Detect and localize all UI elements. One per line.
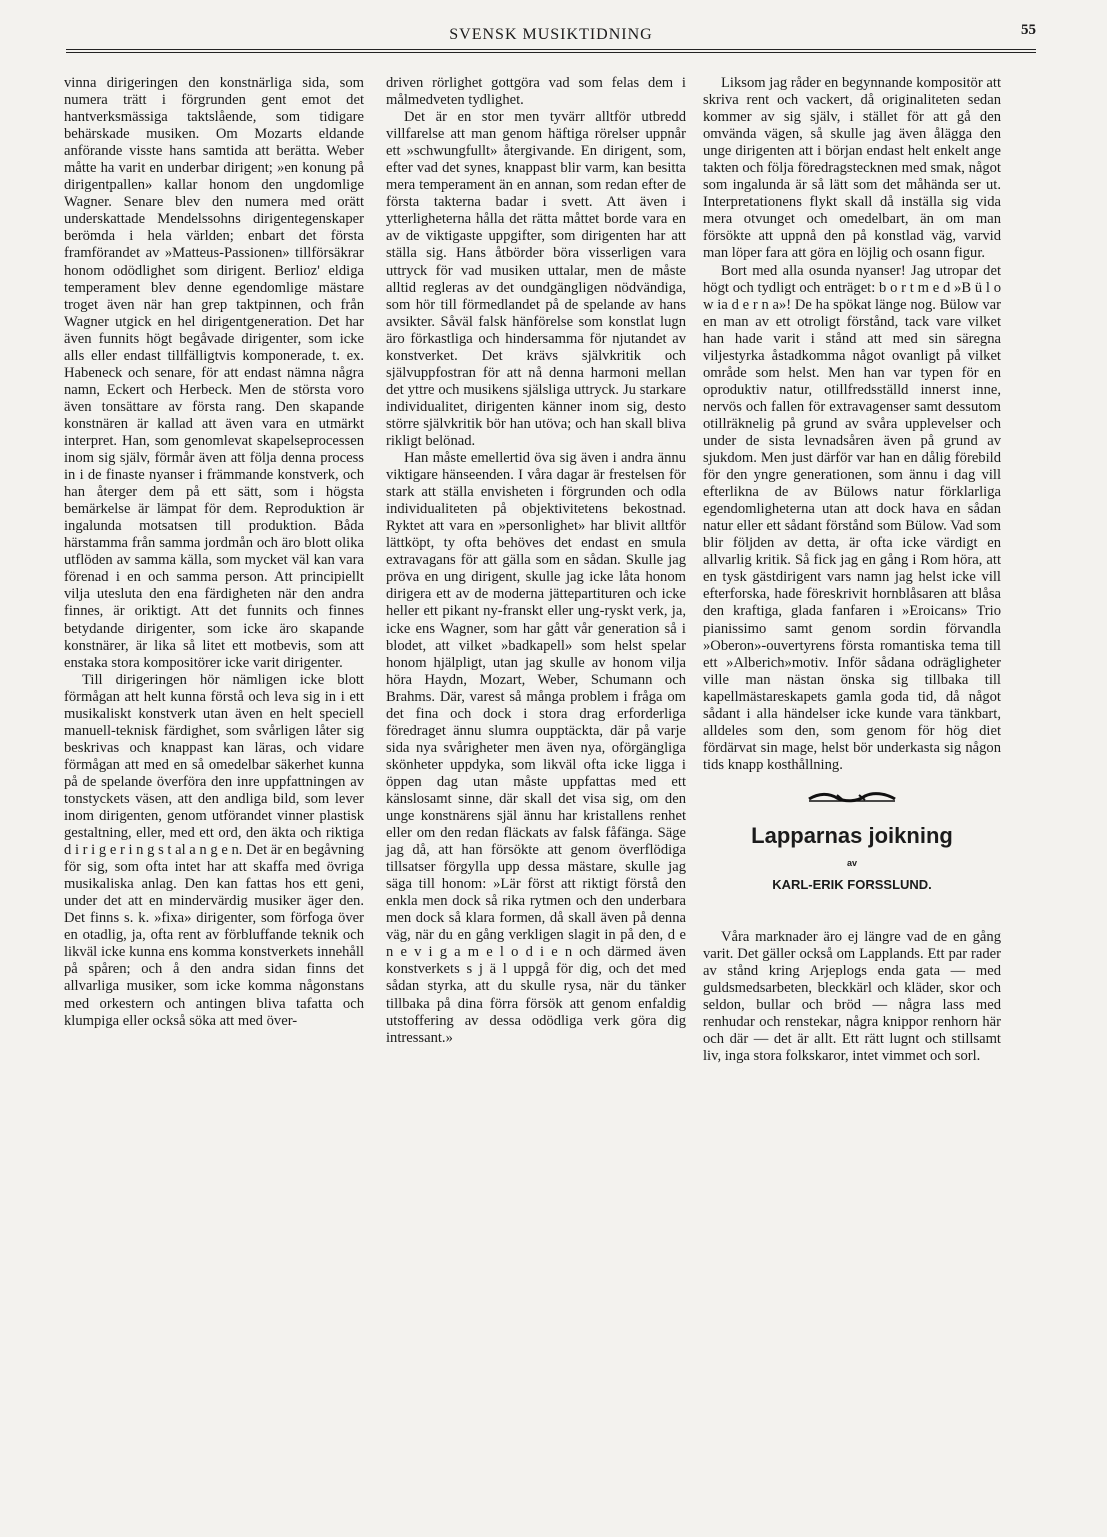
paragraph: Till dirigeringen hör nämligen icke blott förmågan att helt kunna förstå och leva sig in i ett musikaliskt konstverk utan även en helt speciell manuell-teknisk färdighet, som svårligen låter sig beskrivas och knappast kan läras, och vidare förmågan att med en så omedelbar säkerhet kunna på de spelande överföra den inre uppfattningen av tonstyckets väsen, att den andliga bild, som lever inom dirigenten, genom utförandet vinner plastisk gestaltning, eller, med ett ord, den äkta och riktiga d i r i g e r i n g s t al a n g e n. Det är en begåvning för sig, som ofta intet har att skaffa med övriga musikaliska anlag. Den kan fattas hos ett geni, under det att en mindervärdig musiker äger den. Det finns s. k. »fixa» dirigenter, som förfoga över en otadlig, ja, ofta rent av förbluffande teknik och likväl icke kunna ens komma konstverkets innehåll på spåren; och å den andra sidan finns det allvarliga musiker, som icke komma någonstans med orkestern och antingen bliva tafatta och klumpiga eller också söka att med över- bbox=[64, 671, 364, 1029]
article-title: Lapparnas joikning bbox=[751, 822, 953, 848]
article-byline-by: av bbox=[846, 857, 857, 868]
paragraph: Han måste emellertid öva sig även i andra ännu viktigare hänseenden. I våra dagar är frestelsen för stark att ställa envisheten i förgrunden och odla individualiteten på objektivitetens bekostnad. Ryktet att vara en »personlighet» har blivit alltför lättköpt, ty ofta behöves det endast en smula extravagans för att gälla som en sådan. Skulle jag pröva en ung dirigent, skulle jag icke låta honom dirigera ett av de moderna jättepartituren och icke heller ett pikant ny-franskt eller ung-ryskt verk, ja, icke ens Wagner, som har gått vår generation så i blodet, att vilket »badkapell» som helst spelar honom hjälpligt, utan jag skulle av honom vilja höra Haydn, Mozart, Weber, Schumann och Brahms. Där, varest så många problem i fråga om det fina och dock i stora drag erforderliga föredraget ännu slumra oupptäckta, där på varje sida nya svårigheter men även nya, oförgängliga skönheter uppdyka, som likväl ofta icke ligga i öppen dag utan måste uppfattas med ett känslosamt sinne, där skall det visa sig, om den unge konstnärens själ ännu har kristallens renhet eller om den redan fläckats av falsk fåfänga. Säge jag då, att han försökte att genom överflödiga tillsatser förgylla upp dessa mästare, skulle jag säga till honom: »Lär först att riktigt förstå den enkla men dock så rika rytmen och den underbara men dock så klara formen, då skall även på denna väg, när du en gång verkligen slagit in på den, d e n e v i g a m e l o d i e n och därmed även konstverkets s j ä l uppgå för dig, och det med sådan styrka, att du skulle rysa, när du tänker tillbaka på dina förra försök att genom enfaldig utstoffering av dessa odödliga verk göra dig intressant.» bbox=[386, 450, 686, 1046]
journal-title: SVENSK MUSIKTIDNING bbox=[449, 26, 653, 43]
paragraph: driven rörlighet gottgöra vad som felas dem i målmedveten tydlighet. bbox=[386, 75, 686, 109]
page-number: 55 bbox=[1021, 22, 1036, 38]
header-rule bbox=[66, 49, 1036, 53]
paragraph: Våra marknader äro ej längre vad de en gång varit. Det gäller också om Lapplands. Ett par rader av stånd kring Arjeplogs enda gata — med guldsmedsarbeten, bleckkärl och kläder, skor och seldon, bullar och bröd — några lass med renhudar och renstekar, några knippor renhorn här och där — det är allt. Ett rätt lugnt och stillsamt liv, inga stora folkskaror, intet vimmet och sorl. bbox=[703, 928, 1001, 1065]
text-column-1 bbox=[64, 75, 364, 1030]
text-column-3 bbox=[703, 75, 1001, 1065]
paragraph: Bort med alla osunda nyanser! Jag utropar det högt och tydligt och enträget: b o r t m e d »B ü l o w ia d e r n a»! De ha spökat länge nog. Bülow var en man av ett otroligt förstånd, tack vare vilket han hade varit i stånd att med sin säregna viljestyrka åstadkomma något ovanligt på vilket område som helst. Men han var typen för en oproduktiv natur, otillfredsställd innerst inne, nervös och fallen för extravagenser samt dessutom otillräknelig på grund av svåra upplevelser och under de sista levnadsåren även på grund av sjukdom. Men just därför var han en dålig förebild för den yngre generationen, som ännu i dag vill efterlikna de av Bülows natur förklarliga egendomligheterna utan att dock hava en sådan natur eller ett sådant förstånd som Bülow. Vad som blir följden av detta, är ofta icke värdigt en allvarlig kritik. Så fick jag en gång i Rom höra, att en tysk gästdirigent vars namn jag helst icke vill efterforska, hade föreskrivit hornblåsaren att blåsa den kraftiga, glada fanfaren i »Eroicans» Trio pianissimo samt genom sordin förvandla »Oberon»-ouvertyrens första romantiska tema till ett »Alberich»motiv. Inför sådana odrägligheter ville man nästan önska sig tillbaka till kapellmästareskapets gamla goda tid, då något sådant i alla händelser icke kunde vara tänkbart, alldeles som den, som genom för hög diet fördärvat sin mage, helst bör underkasta sig någon tids knapp kosthållning. bbox=[703, 262, 1001, 773]
paragraph: Liksom jag råder en begynnande kompositör att skriva rent och vackert, då originaliteten sedan kommer av sig själv, i stället för att gå den omvända vägen, så skulle jag även ålägga den unge dirigenten att i början endast helt enkelt ange takten och följa föredragstecknen med smak, något som ingalunda är så lätt som det måhända ser ut. Interpretationens flykt skall då inställa sig vida mera otvunget och omedelbart, än om man försökte att uppnå den på konstlad väg, varvid man löper fara att göra en löjlig och osann figur. bbox=[703, 75, 1001, 262]
paragraph: vinna dirigeringen den konstnärliga sida, som numera trätt i förgrunden gent emot det hantverksmässiga taktslående, som tidigare behärskade musiken. Om Mozarts eldande anförande visste hans samtida att berätta. Weber måtte ha varit en underbar dirigent; »en konung på dirigentpallen» kallar honom den ungdomlige Wagner. Senare blev den numera med orätt underskattade Mendelssohns dirigentegenskaper berömda i hela världen; enbart det första framförandet av »Matteus-Passionen» tillförsäkrar honom odödlighet som dirigent. Berlioz' eldiga temperament blev denne egendomlige mästare troget även när han grep taktpinnen, och från Wagner utgick en hel dirigentgeneration. Det har även funnits högt begåvade dirigenter, som icke alls eller endast tillfälligtvis komponerade, t. ex. Habeneck och senare, för att endast nämna några namn, Eckert och Herbeck. Men de största voro även tonsättare av första rang. Den skapande konstnären är kallad att även vara en utmärkt interpret. Han, som genomlevat skapelseprocessen inom sig själv, förmår även att följa denna process in i de finaste nyanser i främmande konstverk, och han återger dem på ett sätt, som i högsta bemärkelse är lämpat för dem. Reproduktion är ingalunda motsatsen till produktion. Båda härstamma från samma jordmån och äro blott olika utflöden av samma källa, som mycket väl kan vara förenad i en och samma person. Att principiellt vilja utesluta den ena färdigheten när den andra finnes, är oriktigt. Att det funnits och finnes betydande dirigenter, som icke äro skapande konstnärer, är lika så litet ett motbevis, som att enstaka stora kompositörer icke varit dirigenter. bbox=[64, 75, 364, 671]
section-divider-ornament bbox=[807, 791, 897, 803]
paragraph: Det är en stor men tyvärr alltför utbredd villfarelse att man genom häftiga rörelser uppnår ett »schwungfullt» återgivande. En dirigent, som, efter vad det synes, knappast blir varm, kan besitta mera temperament än en annan, som redan efter de första takterna badar i svett. Att även i ytterligheterna hålla det rätta måttet borde vara en av de viktigaste uppgifter, som dirigenten har att ställa sig. Hans åtbörder böra visserligen vara uttryck för vad musiken uttalar, men de måste alltid regleras av det oundgängligen nödvändiga, som hör till förmedlandet på de spelande av hans avsikter. Såväl falsk hänförelse som konstlat lugn äro förkastliga och hindersamma för njutandet av konstverket. Det krävs självkritik och självuppfostran för att nå denna harmoni mellan det yttre och musikens själsliga uttryck. Ju starkare individualitet, dirigenten känner inom sig, desto större självkritik bör han utöva; och han skall bliva rikligt belönad. bbox=[386, 109, 686, 449]
article-author: KARL-ERIK FORSSLUND. bbox=[772, 876, 932, 892]
page-header bbox=[66, 22, 1036, 48]
text-column-2 bbox=[386, 75, 686, 1047]
